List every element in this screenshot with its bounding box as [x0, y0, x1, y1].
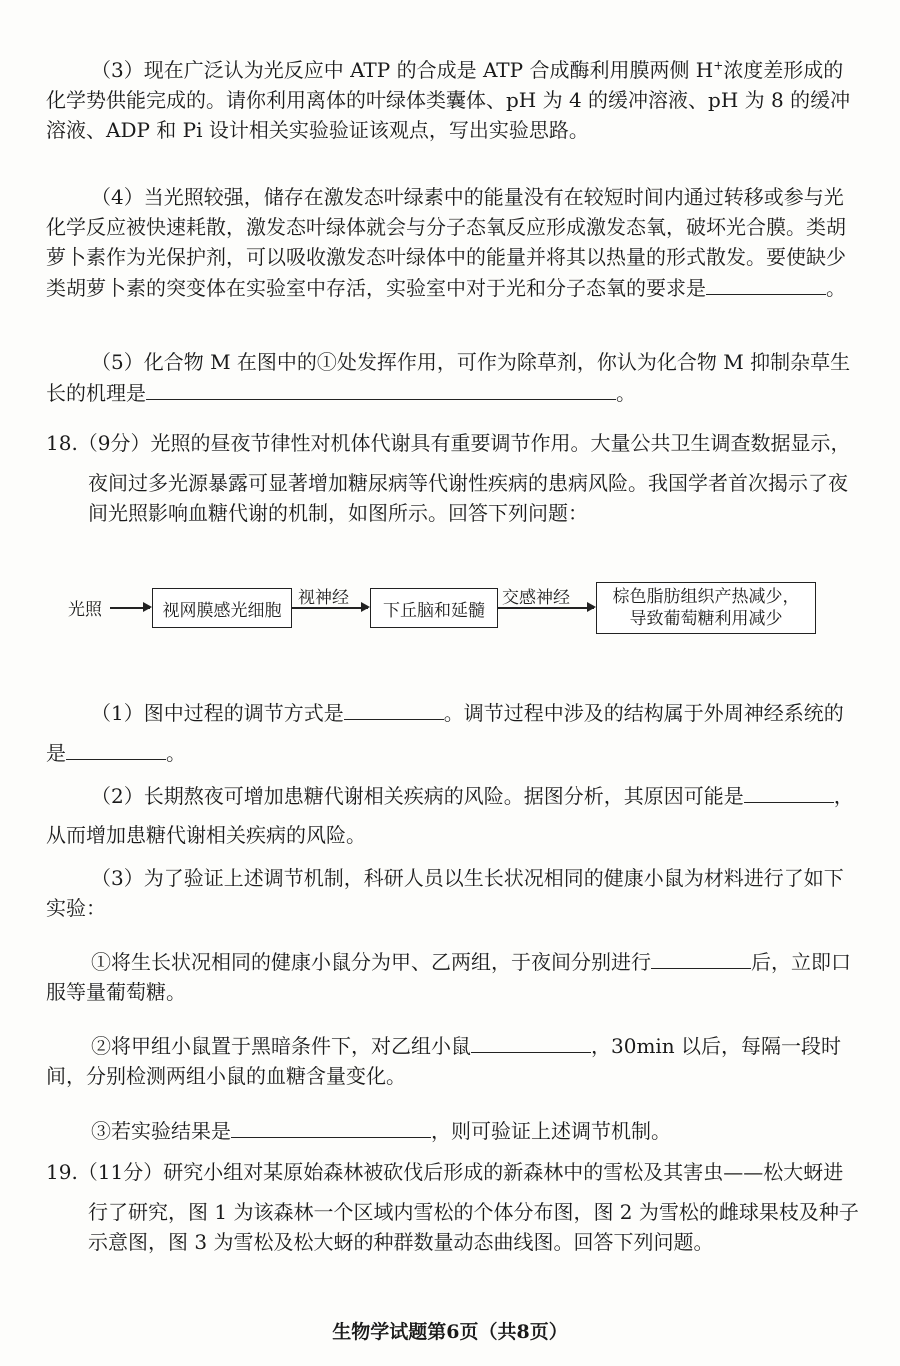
- answer-blank[interactable]: [651, 946, 751, 969]
- answer-blank[interactable]: [146, 377, 616, 400]
- flow-arrow-3-label: 交感神经: [502, 588, 570, 608]
- h-plus-superscript: +: [713, 58, 724, 73]
- q18-step2-text-a: ②将甲组小鼠置于黑暗条件下，对乙组小鼠: [91, 1034, 471, 1058]
- q18-head: 18.（9分）光照的昼夜节律性对机体代谢具有重要调节作用。大量公共卫生调查数据显示，: [46, 431, 851, 455]
- q18-step2: [46, 1030, 860, 1091]
- q18-part1-text-a: （1）图中过程的调节方式是: [91, 701, 344, 725]
- answer-blank[interactable]: [231, 1115, 431, 1138]
- q18-part2-text-b: ，: [833, 784, 854, 808]
- flow-box-retina: 视网膜感光细胞: [152, 588, 292, 628]
- flow-arrow-1: [110, 607, 150, 609]
- flow-start-label: 光照: [68, 600, 102, 620]
- q18-step3-text-b: ，则可验证上述调节机制。: [431, 1119, 671, 1143]
- answer-blank[interactable]: [344, 697, 444, 720]
- q18-part1-cont: [46, 737, 860, 768]
- q17-part5: [46, 347, 860, 408]
- flow-box-brown-fat: [596, 582, 816, 634]
- q18-step3: [46, 1115, 860, 1146]
- q18-part2-cont: 从而增加患糖代谢相关疾病的风险。: [46, 823, 366, 847]
- flow-arrow-2-label: 视神经: [298, 588, 349, 608]
- q17-part5-text: （5）化合物 M 在图中的①处发挥作用，可作为除草剂，你认为化合物 M 抑制杂草生长的机理是: [46, 350, 851, 405]
- q17-part4-text: （4）当光照较强，储存在激发态叶绿素中的能量没有在较短时间内通过转移或参与光化学反应被快速耗散，激发态叶绿体就会与分子态氧反应形成激发态氧，破坏光合膜。类胡萝卜素作为光保护剂，可以吸收激发态叶绿体中的能量并将其以热量的形式散发。要使缺少类胡萝卜素的突变体在实验室中存活，实验室中对于光和分子态氧的要求是: [46, 185, 846, 300]
- q18-part1-text-b: 。调节过程中涉及的结构属于外周神经系统的: [443, 701, 844, 725]
- q18-part3: （3）为了验证上述调节机制，科研人员以生长状况相同的健康小鼠为材料进行了如下实验：: [46, 866, 844, 920]
- q18-part1: [46, 697, 860, 728]
- q18-step1-text-a: ①将生长状况相同的健康小鼠分为甲、乙两组，于夜间分别进行: [91, 950, 651, 974]
- q18-part1-text-d: 。: [166, 741, 186, 765]
- q19-body: 行了研究，图 1 为该森林一个区域内雪松的个体分布图，图 2 为雪松的雌球果枝及种子示意图，图 3 为雪松及松大蚜的种群数量动态曲线图。回答下列问题。: [88, 1200, 859, 1254]
- q19-head: 19.（11分）研究小组对某原始森林被砍伐后形成的新森林中的雪松及其害虫——松大蚜进: [46, 1160, 844, 1184]
- q18-step2-text-b: ，30min 以后，每隔一段时间，分别检测两组小鼠的血糖含量变化。: [46, 1034, 842, 1088]
- q18-part1-text-c: 是: [46, 741, 66, 765]
- q18-step1-text-b: 后，立即口服等量葡萄糖。: [46, 950, 851, 1004]
- flow-box-hypothalamus: 下丘脑和延髓: [370, 588, 498, 628]
- flow-box-brown-fat-line1: 棕色脂肪组织产热减少，: [612, 587, 800, 607]
- q18-part2-text-a: （2）长期熬夜可增加患糖代谢相关疾病的风险。据图分析，其原因可能是: [91, 784, 744, 808]
- light-metabolism-flowchart: [60, 578, 860, 658]
- q18-part2: [46, 780, 860, 811]
- flow-box-brown-fat-line2: 导致葡萄糖利用减少: [629, 609, 783, 629]
- answer-blank[interactable]: [66, 737, 166, 760]
- answer-blank[interactable]: [471, 1030, 591, 1053]
- q17-part4-end: 。: [826, 276, 846, 300]
- q18-body: 夜间过多光源暴露可显著增加糖尿病等代谢性疾病的患病风险。我国学者首次揭示了夜间光照影响血糖代谢的机制，如图所示。回答下列问题：: [88, 471, 848, 525]
- q17-part4: [46, 182, 860, 303]
- q17-part5-end: 。: [616, 381, 636, 405]
- q18-step1: [46, 946, 860, 1007]
- answer-blank[interactable]: [744, 780, 834, 803]
- q17-part3-text-b: 浓度差形成的化学: [46, 58, 844, 112]
- answer-blank[interactable]: [706, 272, 826, 295]
- page-footer: 生物学试题第6页（共8页）: [332, 1321, 568, 1343]
- q18-step3-text-a: ③若实验结果是: [91, 1119, 231, 1143]
- q17-part3-text-c: 势供能完成的。请你利用离体的叶绿体类囊体、pH 为 4 的缓冲溶液、pH 为 8 的缓冲溶液、ADP 和 Pi 设计相关实验验证该观点，写出实验思路。: [46, 88, 851, 142]
- q17-part3-text-a: （3）现在广泛认为光反应中 ATP 的合成是 ATP 合成酶利用膜两侧 H: [91, 58, 714, 82]
- q17-part3: [46, 55, 860, 145]
